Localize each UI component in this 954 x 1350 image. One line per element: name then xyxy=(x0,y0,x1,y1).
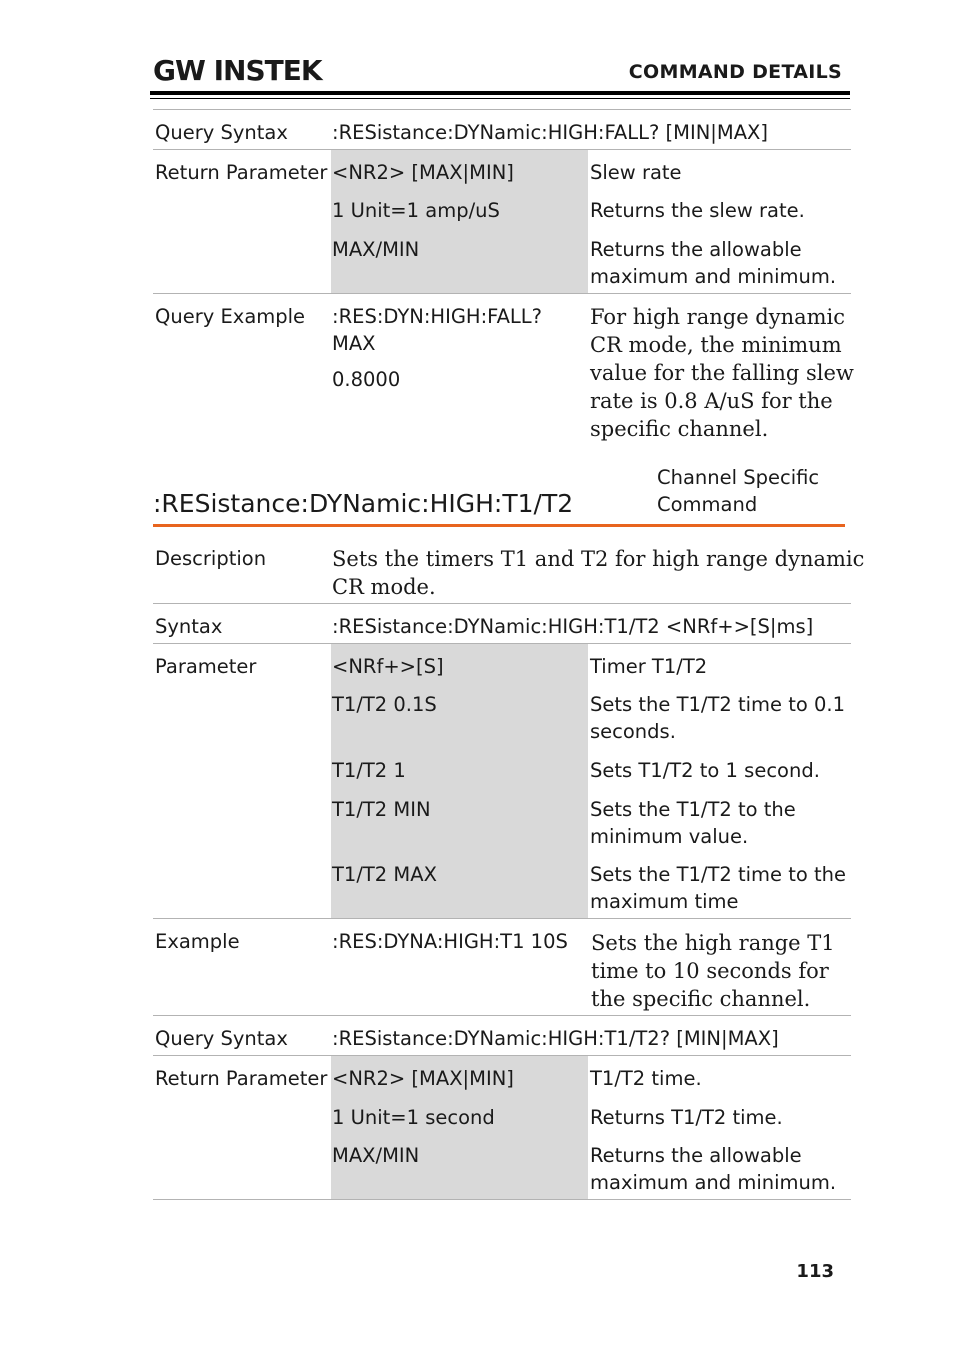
table-rule xyxy=(153,1199,851,1200)
param-name: MAX/MIN xyxy=(332,238,420,261)
page-number: 113 xyxy=(796,1261,834,1282)
header-rule-thin xyxy=(150,98,850,99)
header-title: COMMAND DETAILS xyxy=(628,61,842,83)
query-example-command: :RES:DYN:HIGH:FALL? MAX xyxy=(332,305,543,355)
syntax-label: Syntax xyxy=(155,615,223,638)
table-rule xyxy=(153,918,851,919)
example-label: Example xyxy=(155,930,240,953)
param-name: <NRf+>[S] xyxy=(332,655,444,678)
return-parameter-label: Return Parameter xyxy=(155,1067,328,1090)
table-rule xyxy=(153,293,851,294)
param-desc: Sets the T1/T2 to the minimum value. xyxy=(590,798,796,848)
description-label: Description xyxy=(155,547,267,570)
param-name: <NR2> [MAX|MIN] xyxy=(332,1067,514,1090)
param-desc: Sets the T1/T2 time to the maximum time xyxy=(590,863,847,913)
return-parameter-label: Return Parameter xyxy=(155,161,328,184)
example-command: :RES:DYNA:HIGH:T1 10S xyxy=(332,930,568,953)
param-name: T1/T2 MAX xyxy=(332,863,437,886)
param-name: T1/T2 MIN xyxy=(332,798,431,821)
table-rule xyxy=(153,603,851,604)
query-syntax-value: :RESistance:DYNamic:HIGH:T1/T2? [MIN|MAX] xyxy=(332,1027,779,1050)
gw-instek-logo xyxy=(153,54,325,84)
param-desc: Timer T1/T2 xyxy=(590,655,708,678)
logo-text: GW INSTEK xyxy=(153,54,322,84)
section-underline xyxy=(153,524,845,527)
param-name: MAX/MIN xyxy=(332,1144,420,1167)
header-rule-thick xyxy=(150,91,850,95)
query-syntax-label: Query Syntax xyxy=(155,1027,288,1050)
param-name: 1 Unit=1 second xyxy=(332,1106,495,1129)
param-name: <NR2> [MAX|MIN] xyxy=(332,161,514,184)
description-value: Sets the timers T1 and T2 for high range dynamic CR mode. xyxy=(332,547,865,599)
param-name: T1/T2 0.1S xyxy=(332,693,437,716)
param-desc: Returns the slew rate. xyxy=(590,199,805,222)
param-name: 1 Unit=1 amp/uS xyxy=(332,199,500,222)
query-example-result: 0.8000 xyxy=(332,368,401,391)
param-desc: Returns the allowable maximum and minimum. xyxy=(590,238,837,288)
param-desc: Sets the T1/T2 time to 0.1 seconds. xyxy=(590,693,846,743)
example-desc: Sets the high range T1 time to 10 seconds for the specific channel. xyxy=(591,931,835,1011)
section-title: :RESistance:DYNamic:HIGH:T1/T2 xyxy=(153,489,574,518)
table-rule xyxy=(153,1015,851,1016)
param-desc: Slew rate xyxy=(590,161,682,184)
param-desc: Returns T1/T2 time. xyxy=(590,1106,783,1129)
param-desc: Returns the allowable maximum and minimum. xyxy=(590,1144,837,1194)
param-desc: Sets T1/T2 to 1 second. xyxy=(590,759,820,782)
syntax-value: :RESistance:DYNamic:HIGH:T1/T2 <NRf+>[S|ms] xyxy=(332,615,814,638)
query-syntax-value: :RESistance:DYNamic:HIGH:FALL? [MIN|MAX] xyxy=(332,121,769,144)
parameter-label: Parameter xyxy=(155,655,257,678)
param-name: T1/T2 1 xyxy=(332,759,406,782)
query-syntax-label: Query Syntax xyxy=(155,121,288,144)
section-tag: Channel Specific Command xyxy=(657,466,820,516)
table-rule xyxy=(153,109,851,110)
param-desc: T1/T2 time. xyxy=(590,1067,702,1090)
query-example-label: Query Example xyxy=(155,305,306,328)
query-example-desc: For high range dynamic CR mode, the minimum value for the falling slew rate is 0.8 A/uS for the specific channel. xyxy=(590,305,854,441)
